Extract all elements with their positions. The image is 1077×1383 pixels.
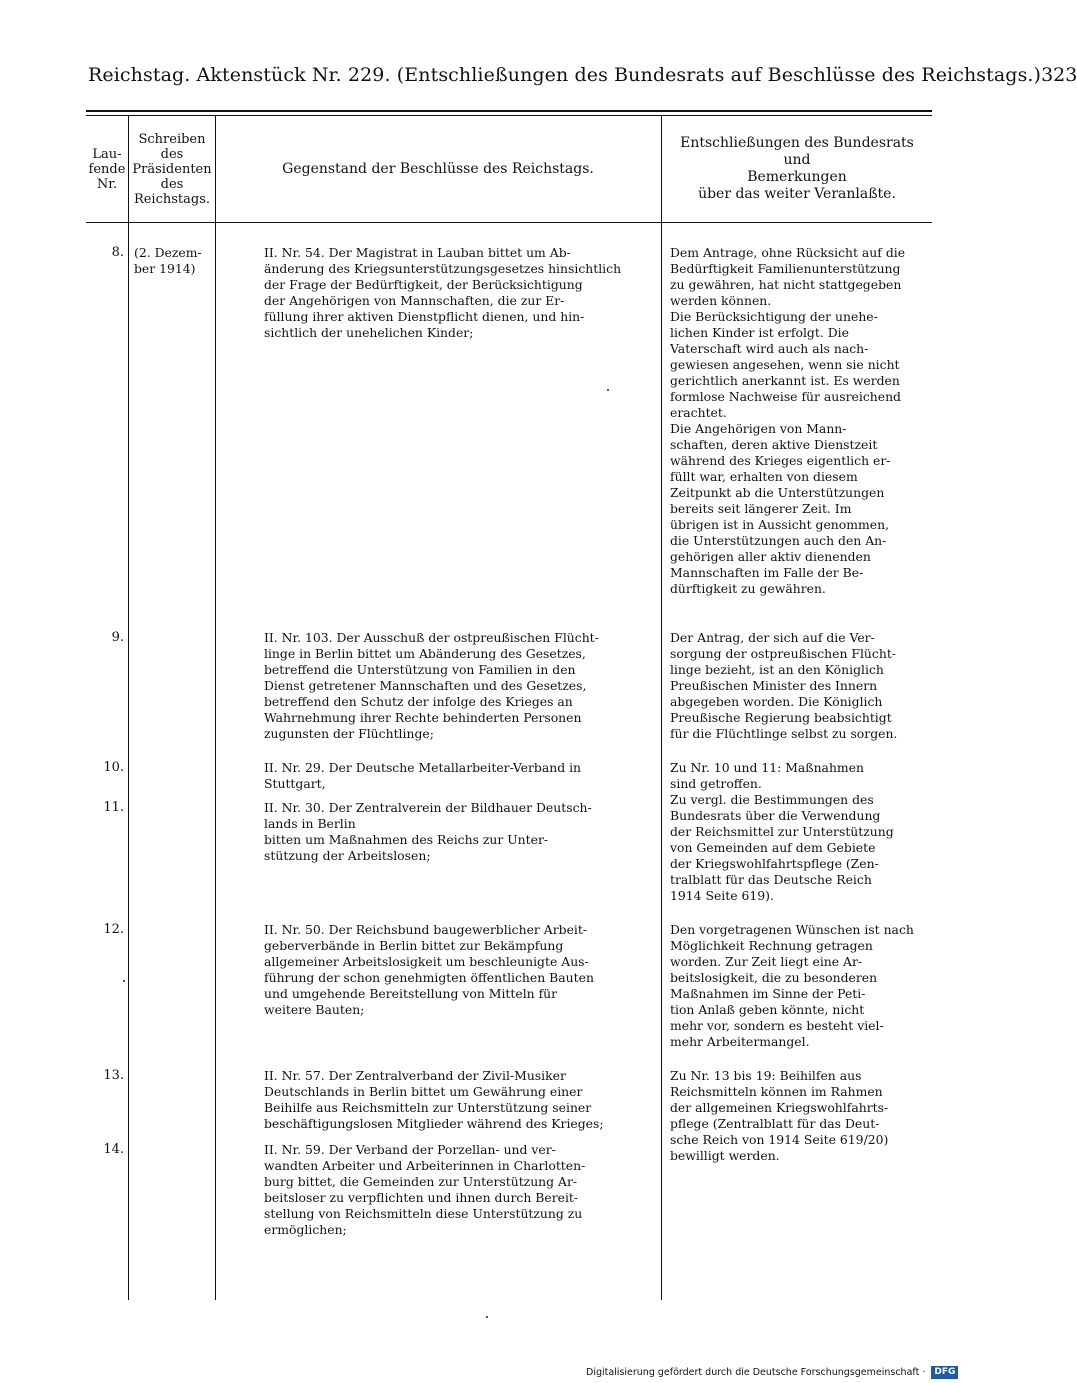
row-subject: II. Nr. 29. Der Deutsche Metallarbeiter-Verband in Stuttgart, xyxy=(264,760,582,791)
column-divider xyxy=(215,116,216,1300)
row-letter-date: (2. Dezem- ber 1914) xyxy=(134,245,202,276)
row-number: 11. xyxy=(103,800,124,815)
page-header xyxy=(88,60,1077,90)
print-speck xyxy=(607,389,609,391)
row-subject: II. Nr. 57. Der Zentralverband der Zivil-Musiker Deutschlands in Berlin bittet um Gewährung einer Beihilfe aus Reichsmitteln zur Unterstützung seiner beschäftigungslosen Mitglieder während des Krieges; xyxy=(264,1068,604,1131)
row-number: 9. xyxy=(111,630,124,645)
column-header-number: Lau- fende Nr. xyxy=(88,146,126,192)
row-subject: II. Nr. 54. Der Magistrat in Lauban bittet um Ab- änderung des Kriegsunterstützungsgesetzes hinsichtlich der Frage der Bedürftigkeit, der Berücksichtigung der Angehörigen von Mannschaften, die zur Er- füllung ihrer aktiven Dienstpflicht dienen, und hin- sichtlich der unehelichen Kinder; xyxy=(264,245,622,340)
column-divider xyxy=(128,116,129,1300)
row-number: 10. xyxy=(103,760,124,775)
row-number: 8. xyxy=(111,245,124,260)
row-subject: II. Nr. 50. Der Reichsbund baugewerblicher Arbeit- geberverbände in Berlin bittet zur Bekämpfung allgemeiner Arbeitslosigkeit um beschleunigte Aus- führung der schon genehmigten öffentlichen Bauten und umgehende Bereitstellung von Mitteln für weitere Bauten; xyxy=(264,922,594,1017)
header-rule-thin xyxy=(86,115,932,116)
page-number: 323 xyxy=(1041,64,1077,86)
print-speck xyxy=(123,980,125,982)
row-subject: II. Nr. 59. Der Verband der Porzellan- und ver- wandten Arbeiter und Arbeiterinnen in Charlotten- burg bittet, die Gemeinden zur Unterstützung Ar- beitsloser zu verpflichten und ihnen durch Bereit- stellung von Reichsmitteln diese Unterstützung zu ermöglichen; xyxy=(264,1142,586,1237)
row-subject: II. Nr. 103. Der Ausschuß der ostpreußischen Flücht- linge in Berlin bittet um Abänderung des Gesetzes, betreffend die Unterstützung von Familien in den Dienst getretener Mannschaften und des Gesetzes, betreffend den Schutz der infolge des Krieges an Wahrnehmung ihrer Rechte behinderten Personen zugunsten der Flüchtlinge; xyxy=(264,630,599,741)
row-number: 13. xyxy=(103,1068,124,1083)
header-rule-thick xyxy=(86,110,932,112)
page-title: Reichstag. Aktenstück Nr. 229. (Entschließungen des Bundesrats auf Beschlüsse des Reichstags.) xyxy=(88,64,1042,86)
print-speck xyxy=(486,1316,488,1318)
row-decision: Der Antrag, der sich auf die Ver- sorgung der ostpreußischen Flücht- linge bezieht, ist an den Königlich Preußischen Minister des Innern abgegeben worden. Die Königlich Preußische Regierung beabsichtigt für die Flüchtlinge selbst zu sorgen. xyxy=(670,630,898,741)
row-decision: Zu Nr. 13 bis 19: Beihilfen aus Reichsmitteln können im Rahmen der allgemeinen Kriegswohlfahrts- pflege (Zentralblatt für das Deut- sche Reich von 1914 Seite 619/20) bewilligt werden. xyxy=(670,1068,889,1163)
row-subject: II. Nr. 30. Der Zentralverein der Bildhauer Deutsch- lands in Berlin bitten um Maßnahmen des Reichs zur Unter- stützung der Arbeitslosen; xyxy=(264,800,592,863)
digitization-credit: Digitalisierung gefördert durch die Deutsche Forschungsgemeinschaft · DFG xyxy=(586,1366,958,1379)
row-number: 12. xyxy=(103,922,124,937)
row-decision: Dem Antrage, ohne Rücksicht auf die Bedürftigkeit Familienunterstützung zu gewähren, hat nicht stattgegeben werden können. Die Berücksichtigung der unehe- lichen Kinder ist erfolgt. Die Vaterschaft wird auch als nach- gewiesen angesehen, wenn sie nicht gerichtlich anerkannt ist. Es werden formlose Nachweise für ausreichend erachtet. Die Angehörigen von Mann- schaften, deren aktive Dienstzeit während des Krieges eigentlich er- füllt war, erhalten von diesem Zeitpunkt ab die Unterstützungen bereits seit längerer Zeit. Im übrigen ist in Aussicht genommen, die Unterstützungen auch den An- gehörigen aller aktiv dienenden Mannschaften im Falle der Be- dürftigkeit zu gewähren. xyxy=(670,245,906,596)
column-header-letter: Schreiben des Präsidenten des Reichstags. xyxy=(132,131,212,207)
column-header-subject: Gegenstand der Beschlüsse des Reichstags. xyxy=(282,160,594,177)
row-decision: Den vorgetragenen Wünschen ist nach Möglichkeit Rechnung getragen worden. Zur Zeit liegt eine Ar- beitslosigkeit, die zu besonderen Maßnahmen im Sinne der Peti- tion Anlaß geben könnte, nicht mehr vor, sondern es besteht viel- mehr Arbeitermangel. xyxy=(670,922,914,1049)
row-number: 14. xyxy=(103,1142,124,1157)
table-head-rule xyxy=(86,222,932,223)
dfg-logo: DFG xyxy=(931,1366,958,1379)
row-decision: Zu Nr. 10 und 11: Maßnahmen sind getroffen. Zu vergl. die Bestimmungen des Bundesrats über die Verwendung der Reichsmittel zur Unterstützung von Gemeinden auf dem Gebiete der Kriegswohlfahrtspflege (Zen- tralblatt für das Deutsche Reich 1914 Seite 619). xyxy=(670,760,894,903)
column-divider xyxy=(661,116,662,1300)
column-header-decision: Entschließungen des Bundesrats und Bemerkungen über das weiter Veranlaßte. xyxy=(680,135,914,202)
